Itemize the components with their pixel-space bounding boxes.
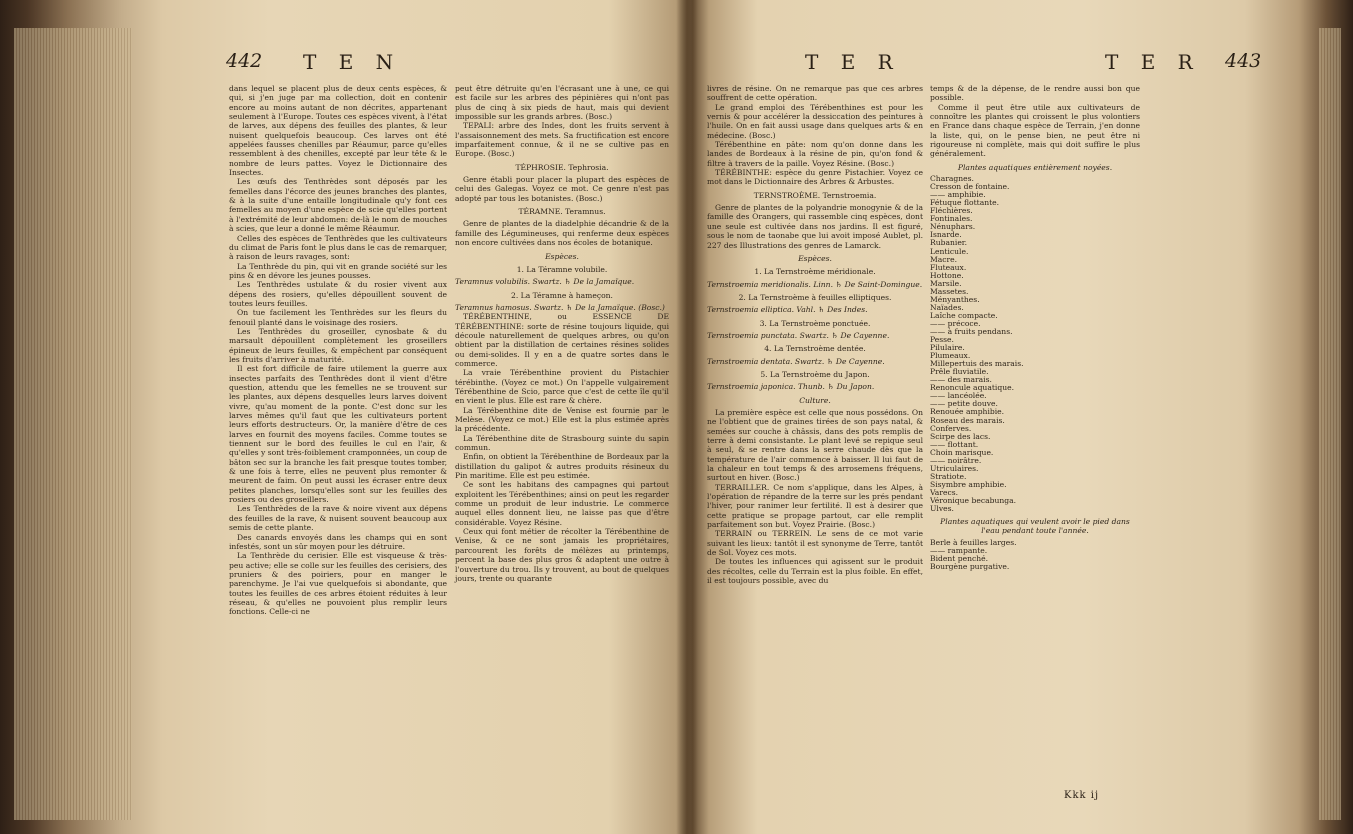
list-item: —— lancéolée. xyxy=(930,391,987,401)
paragraph: TERRAIN ou TERREIN. Le sens de ce mot varie suivant les lieux: tantôt il est synonyme de Terre, tantôt de Sol. Voyez ces mots. xyxy=(707,529,923,558)
right-page-number: 443 xyxy=(1225,50,1262,72)
paragraph: Ce sont les habitans des campagnes qui partout exploitent les Térébenthines; ainsi on peut les regarder comme un produit de leur industrie. Le commerce auquel elles donnent lieu, ne laisse pas que d'être considérable. Voyez Résine. xyxy=(455,480,669,527)
left-page-column-2 xyxy=(455,84,669,583)
paragraph: La Térébenthine dite de Strasbourg suinte du sapin commun. xyxy=(455,433,669,453)
list-item: Ternstroemia dentata. Swartz. ♄ De Cayenne. xyxy=(707,356,885,366)
list-item: Hottone. xyxy=(930,270,964,280)
paragraph: Les Tenthrèdes ustulate & du rosier vivent aux dépens des rosiers, qu'elles dépouillent souvent de toutes leurs feuilles. xyxy=(229,280,447,308)
list-item: —— des marais. xyxy=(930,375,992,385)
section-label: Espèces. xyxy=(545,251,579,261)
left-page-number: 442 xyxy=(226,50,263,72)
page-stack-right xyxy=(1319,28,1341,820)
list-item: —— précoce. xyxy=(930,318,981,328)
right-page-column-2 xyxy=(930,84,1140,571)
list-item: Ményanthes. xyxy=(930,294,980,304)
list-item: Fontinales. xyxy=(930,214,973,224)
paragraph: Genre établi pour placer la plupart des espèces de celui des Galegas. Voyez ce mot. Ce genre n'est pas adopté par tous les botanistes. (Bosc.) xyxy=(455,175,669,203)
paragraph: Genre de plantes de la diadelphie décandrie & de la famille des Légumineuses, qui renferme deux espèces non encore cultivées dans nos écoles de botanique. xyxy=(455,219,669,248)
list-item: —— flottant. xyxy=(930,439,979,449)
list-item: Plumeaux. xyxy=(930,351,971,361)
list-item: Lenticule. xyxy=(930,246,969,256)
list-item: Massetes. xyxy=(930,286,969,296)
list-item: Teramnus hamosus. Swartz. ♄ De la Jamaïque. (Bosc.) xyxy=(455,302,665,312)
list-item: Sisymbre amphibie. xyxy=(930,479,1007,489)
paragraph: Des canards envoyés dans les champs qui en sont infestés, sont un sûr moyen pour les détruire. xyxy=(229,532,447,551)
list-item: Laîche compacte. xyxy=(930,310,998,320)
entry-title: TERNSTROÈME. Ternstroemia. xyxy=(753,190,877,200)
list-item: 4. La Ternstroème dentée. xyxy=(764,344,866,354)
paragraph: De toutes les influences qui agissent sur le produit des récoltes, celle du Terrain est la plus foible. En effet, il est toujours possible, avec du xyxy=(707,557,923,586)
list-item: —— à fruits pendans. xyxy=(930,326,1013,336)
list-item: Nénuphars. xyxy=(930,222,976,232)
entry-title: TÉRAMNE. Teramnus. xyxy=(518,207,606,217)
list-item: Fluteaux. xyxy=(930,262,967,272)
paragraph: Les œufs des Tenthrèdes sont déposés par les femelles dans l'écorce des jeunes branches des plantes, & à la suite d'une entaille longitudinale qu'y font ces femelles au moyen d'une espèce de scie qu'elles portent à l'extrémité de leur abdomen: de-là le nom de mouches à scies, que leur a donné le même Réaumur. xyxy=(229,177,447,234)
list-item: Bident penché. xyxy=(930,553,989,563)
list-item: Scirpe des lacs. xyxy=(930,431,991,441)
list-item: Naïades. xyxy=(930,302,964,312)
paragraph: On tue facilement les Tenthrèdes sur les fleurs du fenouil planté dans le voisinage des rosiers. xyxy=(229,308,447,327)
list-item: 2. La Téramne à hameçon. xyxy=(511,290,613,300)
list-item: Isnarde. xyxy=(930,230,962,240)
list-item: 5. La Ternstroème du Japon. xyxy=(760,369,870,379)
species-list xyxy=(707,267,923,391)
left-page-column-1 xyxy=(229,84,447,617)
signature-mark: Kkk ij xyxy=(1064,790,1100,801)
plant-list xyxy=(930,539,1140,571)
paragraph: La Tenthrède du cerisier. Elle est visqueuse & très-peu active; elle se colle sur les feuilles des cerisiers, des pruniers & des poiriers, pour en manger le parenchyme. Je l'ai vue quelquefois si abondante, que toutes les feuilles de ces arbres étoient réduites à leur réseau, & qu'elles ne pouvoient plus remplir leurs fonctions. Celle-ci ne xyxy=(229,551,447,617)
paragraph: Le grand emploi des Térébenthines est pour les vernis & pour accélérer la dessiccation des peintures à l'huile. On en fait aussi usage dans quelques arts & en médecine. (Bosc.) xyxy=(707,102,923,140)
list-item: 2. La Ternstroème à feuilles elliptiques. xyxy=(738,292,892,302)
paragraph: La vraie Térébenthine provient du Pistachier térébinthe. (Voyez ce mot.) On l'appelle vulgairement Térébenthine de Scio, parce que c'est de cette île qu'il en vient le plus. Elle est rare & chère. xyxy=(455,368,669,406)
paragraph: peut être détruite qu'en l'écrasant une à une, ce qui est facile sur les arbres des pépinières qui n'ont pas plus de cinq à six pieds de haut, mais qui devient impossible sur les grands arbres. (Bosc.) xyxy=(455,84,669,122)
left-running-head: T E N xyxy=(303,50,402,74)
list-item: Varecs. xyxy=(930,487,959,497)
paragraph: TÉRÉBENTHINE, ou ESSENCE DE TÉRÉBENTHINE: sorte de résine toujours liquide, qui découle naturellement de quelques arbres, ou qu'on obtient par la distillation de certaines résines solides ou demi-solides. Il y en a de quatre sortes dans le commerce. xyxy=(455,312,669,368)
list-item: Fléchières. xyxy=(930,206,973,216)
section-label: Culture. xyxy=(799,395,831,405)
list-item: —— petite douve. xyxy=(930,399,998,409)
paragraph: Les Tenthrèdes de la rave & noire vivent aux dépens des feuilles de la rave, & nuisent souvent beaucoup aux semis de cette plante. xyxy=(229,504,447,533)
paragraph: TERRAILLER. Ce nom s'applique, dans les Alpes, à l'opération de répandre de la terre sur les prés pendant l'hiver, pour ranimer leur fertilité. Il est à desirer que cette pratique se propage partout, car elle remplit parfaitement son but. Voyez Prairie. (Bosc.) xyxy=(707,482,923,530)
paragraph: La Tenthrède du pin, qui vit en grande société sur les pins & en dévore les jeunes pousses. xyxy=(229,261,447,280)
list-item: Bourgène purgative. xyxy=(930,561,1010,571)
entry-tepali: TEPALI: arbre des Indes, dont les fruits servent à l'assaisonnement des mets. Sa fructification est encore imparfaitement connue, & il ne se cultive pas en Europe. (Bosc.) xyxy=(455,121,669,159)
list-item: 1. La Téramne volubile. xyxy=(516,264,608,274)
list-item: Ternstroemia elliptica. Vahl. ♄ Des Indes. xyxy=(707,305,868,315)
paragraph: Il est fort difficile de faire utilement la guerre aux insectes parfaits des Tenthrèdes dont il vient d'être question, attendu que les femelles ne se trouvent sur les plantes, aux dépens desquelles leurs larves doivent vivre, qu'au moment de la ponte. C'est donc sur les larves mêmes qu'il faut que les cultivateurs portent leurs efforts destructeurs. Or, la manière d'être de ces larves en fournit des moyens faciles. Comme toutes se tiennent sur le bord des feuilles le cul en l'air, & qu'elles y sont très-foiblement cramponnées, un coup de bâton sec sur la branche les fait presque toutes tomber, & une fois à terre, elles ne peuvent plus remonter & meurent de faim. On peut aussi les écraser entre deux petites planches, lorsqu'elles sont sur les feuilles des rosiers ou des groseillers. xyxy=(229,364,447,505)
list-item: Macre. xyxy=(930,254,958,264)
list-item: Stratiote. xyxy=(930,471,967,481)
list-item: Ternstroemia japonica. Thunb. ♄ Du Japon. xyxy=(707,382,875,392)
list-item: Choin marisque. xyxy=(930,447,994,457)
list-item: Fétuque flottante. xyxy=(930,198,1000,208)
book-gutter xyxy=(676,0,698,834)
list-item: 1. La Ternstroème méridionale. xyxy=(754,267,876,277)
list-item: Ternstroemia punctata. Swartz. ♄ De Cayenne. xyxy=(707,330,890,340)
list-item: Véronique becabunga. xyxy=(930,495,1017,505)
paragraph: dans lequel se placent plus de deux cents espèces, & qui, si j'en juge par ma collection, doit en contenir encore au moins autant de non décrites, appartenant seulement à l'Europe. Toutes ces espèces vivent, à l'état de larves, aux dépens des feuilles des plantes, & leur nuisent quelquefois beaucoup. Ces larves ont été appelées fausses chenilles par Réaumur, parce qu'elles ressemblent à des chenilles, excepté par leur tête & le nombre de leurs pattes. Voyez le Dictionnaire des Insectes. xyxy=(229,84,447,178)
section-label: Espèces. xyxy=(798,253,832,263)
paragraph: Enfin, on obtient la Térébenthine de Bordeaux par la distillation du galipot & autres produits résineux du Pin maritime. Elle est peu estimée. xyxy=(455,452,669,481)
list-item: Renoncule aquatique. xyxy=(930,383,1014,393)
list-item: Roseau des marais. xyxy=(930,415,1005,425)
list-item: Ulves. xyxy=(930,504,954,514)
paragraph: Les Tenthrèdes du groseiller, cynosbate & du marsault dépouillent complètement les groseillers épineux de leurs feuilles, & empêchent par conséquent les fruits d'arriver à maturité. xyxy=(229,326,447,364)
entry-title: TÉPHROSIE. Tephrosia. xyxy=(515,162,609,172)
list-item: Charagnes. xyxy=(930,174,974,184)
list-item: Teramnus volubilis. Swartz. ♄ De la Jamaïque. xyxy=(455,277,635,287)
list-item: Berle à feuilles larges. xyxy=(930,537,1017,547)
list-item: —— noirâtre. xyxy=(930,455,982,465)
list-item: Pilulaire. xyxy=(930,343,965,353)
paragraph: temps & de la dépense, de le rendre aussi bon que possible. xyxy=(930,84,1140,103)
paragraph: Genre de plantes de la polyandrie monogynie & de la famille des Orangers, qui rassemble cinq espèces, dont une seule est cultivée dans nos jardins. Il est figuré, sous le nom de taonabe que lui avoit imposé Aublet, pl. 227 des Illustrations des genres de Lamarck. xyxy=(707,203,923,250)
list-item: —— rampante. xyxy=(930,545,988,555)
paragraph: Ceux qui font métier de récolter la Térébenthine de Venise, & ce ne sont jamais les propriétaires, parcourent les forêts de mélèzes au printemps, percent la base des plus gros & adaptent une outre à l'ouverture du trou. Ils y trouvent, au bout de quelques jours, trente ou quarante xyxy=(455,527,669,583)
list-heading: Plantes aquatiques qui veulent avoir le pied dans l'eau pendant toute l'année. xyxy=(940,517,1130,536)
list-item: Millepertuis des marais. xyxy=(930,359,1024,369)
list-item: 3. La Ternstroème ponctuée. xyxy=(759,318,871,328)
paragraph: Térébenthine en pâte: nom qu'on donne dans les landes de Bordeaux à la résine de pin, qu'on fond & filtre à travers de la paille. Voyez Résine. (Bosc.) xyxy=(707,140,923,168)
list-item: Ternstroemia meridionalis. Linn. ♄ De Saint-Domingue. xyxy=(707,279,923,289)
paragraph: livres de résine. On ne remarque pas que ces arbres souffrent de cette opération. xyxy=(707,84,923,103)
list-item: Rubanier. xyxy=(930,238,968,248)
list-item: —— amphibie. xyxy=(930,190,986,200)
paragraph: La première espèce est celle que nous possédons. On ne l'obtient que de graines tirées de son pays natal, & semées sur couche à châssis, dans des pots remplis de terre à demi consistante. Le plant levé se repique seul à seul, & se rentre dans la serre chaude dès que la température de l'air commence à baisser. Il lui faut de la chaleur en tout temps & des arrosemens fréquens, surtout en hiver. (Bosc.) xyxy=(707,407,923,483)
right-running-head-2: T E R xyxy=(1105,50,1201,74)
paragraph: TÉRÉBINTHE: espèce du genre Pistachier. Voyez ce mot dans le Dictionnaire des Arbres & Arbustes. xyxy=(707,168,923,187)
right-page-column-1 xyxy=(707,84,923,586)
plant-list xyxy=(930,175,1140,513)
list-item: Conferves. xyxy=(930,423,972,433)
right-running-head-1: T E R xyxy=(805,50,901,74)
list-item: Pesse. xyxy=(930,335,954,345)
page-stack-left xyxy=(14,28,132,820)
list-item: Prêle fluviatile. xyxy=(930,367,989,377)
list-item: Renouée amphibie. xyxy=(930,407,1005,417)
list-item: Cresson de fontaine. xyxy=(930,182,1010,192)
species-list xyxy=(455,265,669,312)
paragraph: La Térébenthine dite de Venise est fournie par le Melèse. (Voyez ce mot.) Elle est la plus estimée après la précédente. xyxy=(455,405,669,434)
list-item: Utriculaires. xyxy=(930,463,979,473)
list-item: Marsile. xyxy=(930,278,962,288)
list-heading: Plantes aquatiques entièrement noyées. xyxy=(957,162,1113,172)
paragraph: Comme il peut être utile aux cultivateurs de connoître les plantes qui croissent le plus volontiers en France dans chaque espèce de Terrain, j'en donne la liste, qui, on le pense bien, ne peut être ni rigoureuse ni complète, mais qui doit suffire le plus généralement. xyxy=(930,102,1140,159)
paragraph: Celles des espèces de Tenthrèdes que les cultivateurs du climat de Paris font le plus dans le cas de remarquer, à raison de leurs ravages, sont: xyxy=(229,233,447,262)
